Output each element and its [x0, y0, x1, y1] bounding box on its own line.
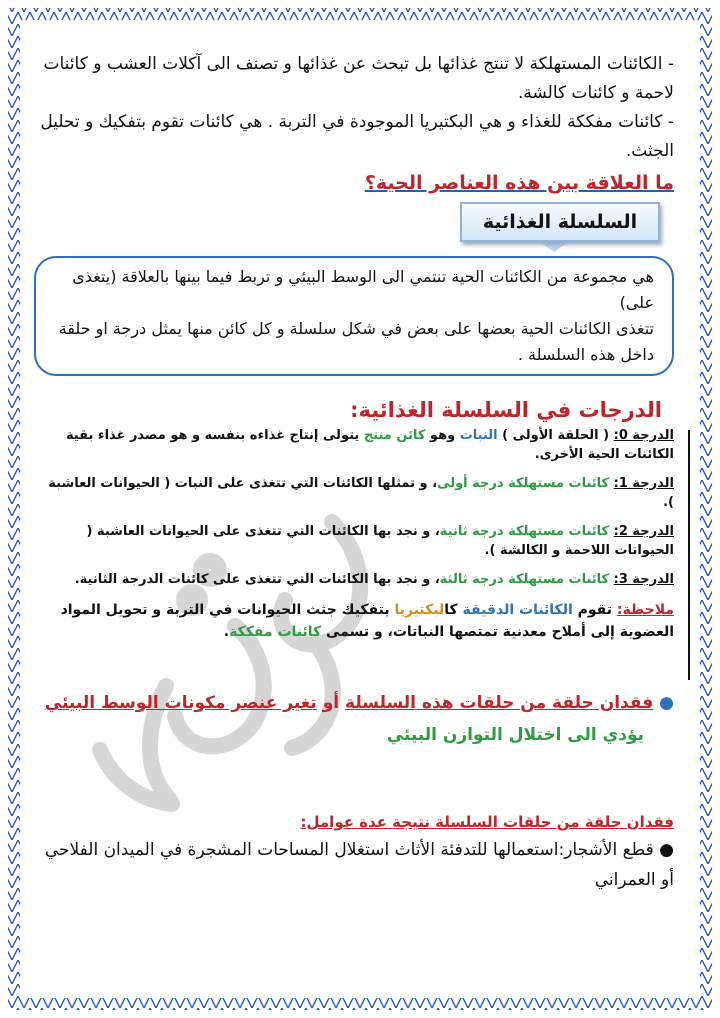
step-0-text-2: وهو: [425, 428, 460, 443]
question-heading: ما العلاقة بين هذه العناصر الحية؟: [364, 172, 674, 194]
note-paragraph: [34, 599, 674, 643]
step-3-text: ، و نجد بها الكائنات التي تتغذى على كائنات الدرجة الثانية.: [74, 572, 440, 587]
step-1-text: ، و تمثلها الكائنات التي تتغذى على النبات ( الحيوانات العاشبة ).: [48, 476, 674, 510]
definition-line-1: هي مجموعة من الكائنات الحية تنتمي الى الوسط البيئي و تربط فيما بينها بالعلاقة (يتغذى على): [72, 267, 654, 312]
decomposers-paragraph: - كائنات مفككة للغذاء و هي البكتيريا الموجودة في التربة . هي كائنات تقوم بتفكيك و تحليل الجثث.: [34, 108, 674, 166]
step-2: [34, 522, 674, 560]
step-2-text: ، و نجد بها الكائنات التي تتغذى على الحيوانات العاشبة ( الحيوانات اللاحمة و الكالشة ).: [86, 524, 674, 558]
note-text-2: كا: [444, 602, 463, 618]
factors-heading: فقدان حلقة من حلقات السلسلة نتيجة عدة عوامل:: [300, 813, 674, 831]
note-decomposers: كائنات مفككة: [229, 624, 322, 640]
factor-text: قطع الأشجار:استعمالها للتدفئة الأثاث استغلال المساحات المشجرة في الميدان الفلاحي أو العمراني: [44, 840, 674, 890]
consumers-paragraph: - الكائنات المستهلكة لا تنتج غذائها بل تبحث عن غذائها و تصنف الى آكلات العشب و كائنات لاحمة و كائنات كالشة.: [34, 50, 674, 108]
note-bacteria: لبكتيريا: [394, 602, 445, 618]
step-0-label: الدرجة 0:: [613, 428, 674, 443]
loss-result: يؤدي الى اختلال التوازن البيئي: [386, 725, 644, 745]
loss-part-1: فقدان حلقة من حلقات هذه السلسلة: [345, 693, 654, 713]
step-3-consumer: كائنات مستهلكة درجة ثالثة: [439, 572, 614, 587]
banner-arrow-icon: [540, 242, 568, 252]
step-1-label: الدرجة 1:: [613, 476, 674, 491]
definition-line-2: تتغذى الكائنات الحية بعضها على بعض في شكل سلسلة و كل كائن منها يمثل درجة او حلقة داخل هذه السلسلة .: [58, 319, 654, 364]
factor-bullet-icon: ●: [653, 840, 674, 860]
step-2-label: الدرجة 2:: [613, 524, 674, 539]
note-text-1: تقوم: [572, 602, 617, 618]
step-0-text-1: ( الحلقة الأولى ): [497, 428, 614, 443]
loss-statement: [34, 687, 674, 751]
loss-or: أو: [316, 693, 346, 713]
loss-line-1: [34, 687, 674, 719]
step-0: [34, 426, 674, 464]
step-0-producer: كائن منتج: [363, 428, 426, 443]
step-1: [34, 474, 674, 512]
content: [34, 50, 674, 895]
step-1-consumer: كائنات مستهلكة درجة أولى: [437, 476, 614, 491]
step-3-label: الدرجة 3:: [613, 572, 674, 587]
margin-line: [688, 430, 690, 680]
bullet-dot-icon: ●: [653, 693, 674, 713]
factor-item: [34, 835, 674, 895]
step-0-plant: النبات: [459, 428, 498, 443]
note-microorganisms: الكائنات الدقيقة: [462, 602, 573, 618]
step-3: [34, 570, 674, 589]
food-chain-banner: السلسلة الغذائية: [460, 202, 660, 242]
steps-heading: الدرجات في السلسلة الغذائية:: [350, 398, 662, 422]
step-0-text-3: يتولى إنتاج غذاءه بنفسه و هو مصدر غذاء بقية الكائنات الحية الأخرى.: [65, 428, 674, 462]
loss-part-2: تغير عنصر مكونات الوسط البيئي: [44, 693, 317, 713]
step-2-consumer: كائنات مستهلكة درجة ثانية: [439, 524, 614, 539]
note-text-4: .: [223, 624, 230, 640]
note-text-3: بتفكيك جثث الحيوانات في التربة و تحويل المواد العضوية إلى أملاح معدنية تمتصها النباتات، و تسمى: [60, 602, 674, 640]
note-label: ملاحظة:: [616, 602, 674, 618]
definition-box: [34, 256, 674, 376]
